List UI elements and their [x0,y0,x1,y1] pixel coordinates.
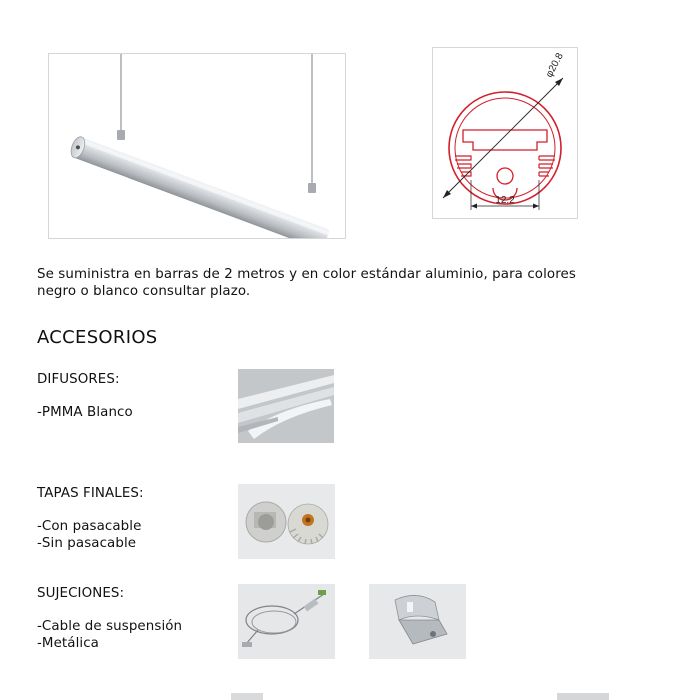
product-photo-frame [48,53,346,239]
accessory-group-title: TAPAS FINALES: [37,486,144,501]
width-dimension-label: 12.2 [495,195,515,206]
partial-accessory-photo-right [557,693,609,700]
suspension-cable-photo [238,584,335,659]
description-line-2: negro o blanco consultar plazo. [37,284,251,299]
section-drawing-frame [432,47,578,219]
accessory-item: -PMMA Blanco [37,405,133,420]
partial-accessory-photo-left [231,693,263,700]
end-caps-photo [238,484,335,559]
accessory-item: -Con pasacable [37,519,142,534]
accessory-group-tapas-finales [37,485,217,552]
description-line-1: Se suministra en barras de 2 metros y en color estándar aluminio, para colores [37,267,576,282]
diffuser-photo [238,369,334,443]
supply-description [37,266,637,300]
accessory-group-title: SUJECIONES: [37,586,125,601]
accessory-group-sujeciones [37,585,237,652]
accessory-group-title: DIFUSORES: [37,372,120,387]
metal-bracket-photo [369,584,466,659]
accessory-group-difusores [37,371,217,421]
diameter-dimension-label: φ20.8 [543,51,566,80]
profile-section-drawing [433,48,577,218]
pendant-profile-photo [49,54,345,238]
accessory-item: -Cable de suspensión [37,619,183,634]
accessory-item: -Metálica [37,636,99,651]
accessories-heading: ACCESORIOS [37,327,158,348]
accessory-item: -Sin pasacable [37,536,137,551]
